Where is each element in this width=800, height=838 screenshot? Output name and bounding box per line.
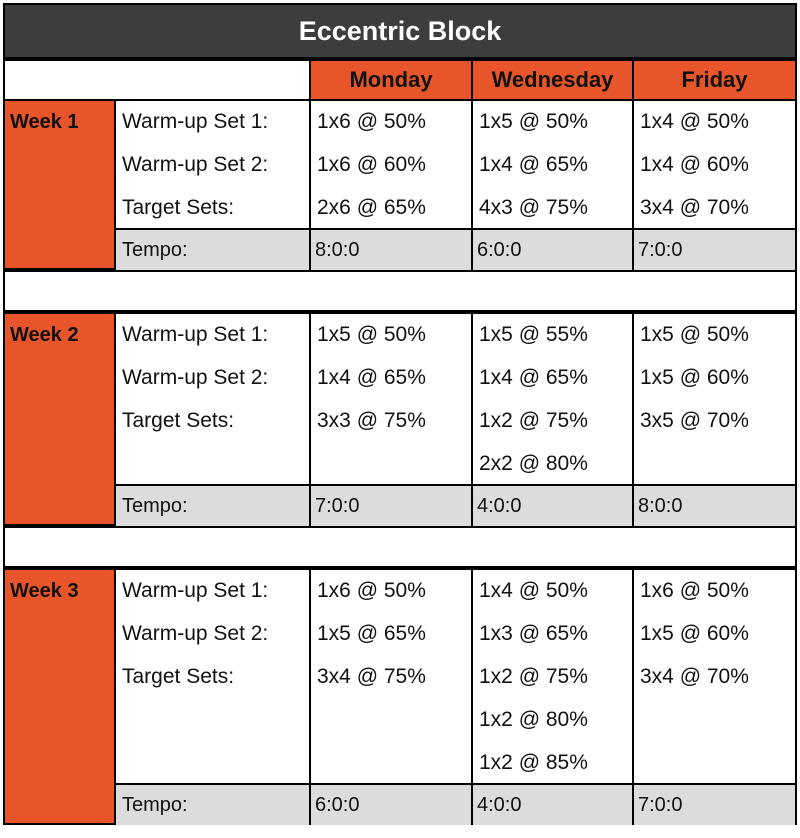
set-prescription: 3x3 @ 75% — [317, 409, 426, 432]
set-prescription: 3x5 @ 70% — [640, 409, 749, 432]
set-prescription: 1x4 @ 50% — [640, 110, 749, 133]
row-label-target: Target Sets: — [122, 665, 235, 688]
set-prescription: 2x2 @ 80% — [479, 452, 588, 475]
set-prescription: 1x5 @ 50% — [317, 323, 426, 346]
day-header-monday: Monday — [309, 59, 473, 101]
column-divider — [632, 99, 634, 270]
week-label: Week 3 — [3, 568, 116, 825]
table-title: Eccentric Block — [3, 3, 797, 59]
set-prescription: 1x2 @ 85% — [479, 751, 588, 774]
tempo-value-friday: 7:0:0 — [638, 239, 683, 261]
set-prescription: 1x2 @ 75% — [479, 409, 588, 432]
row-label-tempo: Tempo: — [122, 239, 188, 261]
set-prescription: 1x5 @ 50% — [479, 110, 588, 133]
set-prescription: 1x4 @ 50% — [479, 579, 588, 602]
set-prescription: 1x5 @ 60% — [640, 622, 749, 645]
set-prescription: 4x3 @ 75% — [479, 196, 588, 219]
row-label-tempo: Tempo: — [122, 794, 188, 816]
row-label-warmup2: Warm-up Set 2: — [122, 366, 269, 389]
tempo-value-friday: 8:0:0 — [638, 495, 683, 517]
set-prescription: 3x4 @ 70% — [640, 196, 749, 219]
day-header-wednesday: Wednesday — [471, 59, 634, 101]
day-header-friday: Friday — [632, 59, 797, 101]
set-prescription: 1x4 @ 65% — [479, 366, 588, 389]
column-divider — [471, 99, 473, 270]
set-prescription: 1x5 @ 50% — [640, 323, 749, 346]
tempo-row — [116, 484, 795, 526]
set-prescription: 1x6 @ 60% — [317, 153, 426, 176]
set-prescription: 1x2 @ 80% — [479, 708, 588, 731]
row-label-warmup1: Warm-up Set 1: — [122, 579, 269, 602]
set-prescription: 1x4 @ 65% — [317, 366, 426, 389]
tempo-value-monday: 8:0:0 — [315, 239, 360, 261]
row-label-warmup1: Warm-up Set 1: — [122, 323, 269, 346]
week-label: Week 1 — [3, 99, 116, 270]
column-divider — [309, 568, 311, 825]
set-prescription: 1x4 @ 60% — [640, 153, 749, 176]
week-label: Week 2 — [3, 312, 116, 526]
row-label-warmup2: Warm-up Set 2: — [122, 622, 269, 645]
set-prescription: 1x5 @ 60% — [640, 366, 749, 389]
row-label-target: Target Sets: — [122, 196, 235, 219]
tempo-value-wednesday: 6:0:0 — [477, 239, 522, 261]
column-divider — [471, 568, 473, 825]
row-label-tempo: Tempo: — [122, 495, 188, 517]
column-divider — [471, 312, 473, 526]
row-label-warmup2: Warm-up Set 2: — [122, 153, 269, 176]
column-divider — [632, 312, 634, 526]
tempo-value-wednesday: 4:0:0 — [477, 794, 522, 816]
tempo-value-friday: 7:0:0 — [638, 794, 683, 816]
set-prescription: 1x5 @ 55% — [479, 323, 588, 346]
tempo-value-monday: 6:0:0 — [315, 794, 360, 816]
set-prescription: 1x3 @ 65% — [479, 622, 588, 645]
set-prescription: 2x6 @ 65% — [317, 196, 426, 219]
column-divider — [632, 568, 634, 825]
blank-header-cell — [3, 59, 311, 101]
column-divider — [309, 312, 311, 526]
column-divider — [309, 99, 311, 270]
set-prescription: 3x4 @ 75% — [317, 665, 426, 688]
set-prescription: 3x4 @ 70% — [640, 665, 749, 688]
set-prescription: 1x5 @ 65% — [317, 622, 426, 645]
set-prescription: 1x2 @ 75% — [479, 665, 588, 688]
tempo-row — [116, 783, 795, 825]
tempo-row — [116, 228, 795, 270]
row-label-target: Target Sets: — [122, 409, 235, 432]
tempo-value-monday: 7:0:0 — [315, 495, 360, 517]
eccentric-block-table — [3, 3, 797, 831]
tempo-value-wednesday: 4:0:0 — [477, 495, 522, 517]
week-spacer-row — [3, 270, 797, 312]
set-prescription: 1x6 @ 50% — [317, 579, 426, 602]
set-prescription: 1x6 @ 50% — [317, 110, 426, 133]
week-spacer-row — [3, 526, 797, 568]
set-prescription: 1x6 @ 50% — [640, 579, 749, 602]
set-prescription: 1x4 @ 65% — [479, 153, 588, 176]
row-label-warmup1: Warm-up Set 1: — [122, 110, 269, 133]
